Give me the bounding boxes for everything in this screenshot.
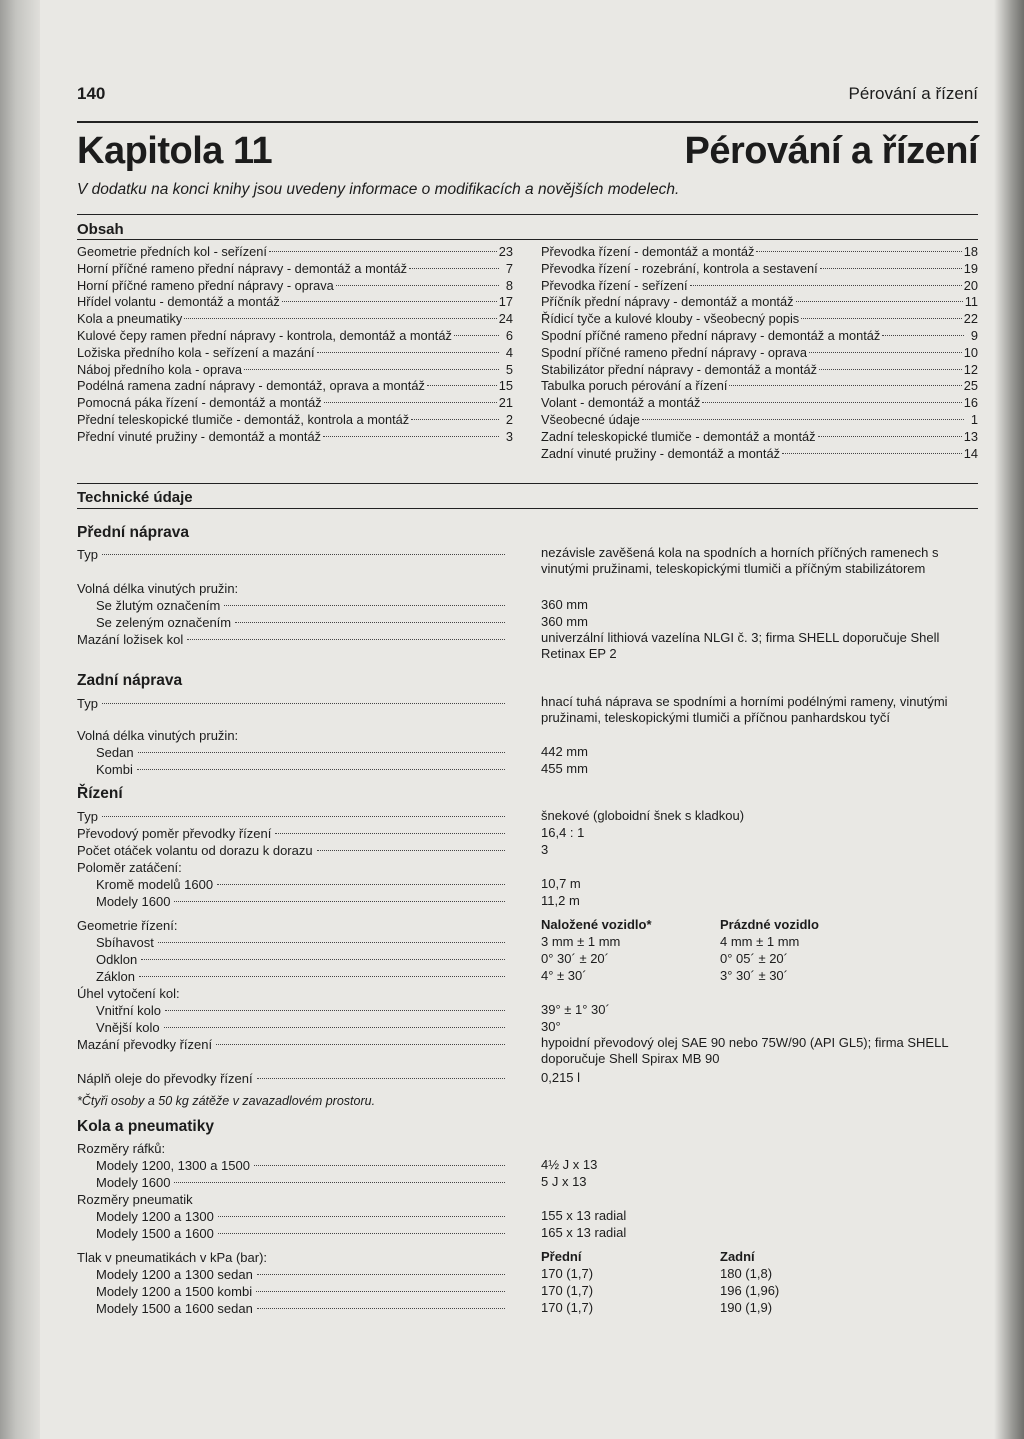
spec-value: hypoidní převodový olej SAE 90 nebo 75W/90 (API GL5); firma SHELL doporučuje Shell Spirax MB 90 [541,1035,949,1066]
contents-entry-page: 18 [963,244,978,259]
contents-entry-page: 16 [963,395,978,411]
spec-row [77,1141,507,1156]
contents-entry [77,261,513,278]
spec-value: 442 mm [541,744,588,759]
contents-entry-label: Náboj předního kola - oprava [77,361,243,377]
dot-leader [323,436,499,437]
contents-heading: Obsah [77,221,124,238]
spec-value: šnekové (globoidní šnek s kladkou) [541,808,745,823]
dot-leader [729,385,961,386]
spec-value: 0° 05´ ± 20´ [720,951,788,966]
spec-label: Převodový poměr převodky řízení [77,826,272,841]
contents-entry [541,395,978,412]
contents-entry [77,311,513,328]
contents-entry [77,328,513,345]
dot-leader [235,622,505,623]
contents-entry-page: 13 [963,428,978,444]
contents-entry [541,362,978,379]
contents-entry-page: 25 [963,378,978,394]
contents-entry-label: Kola a pneumatiky [77,311,183,327]
contents-entry-label: Všeobecné údaje [541,411,640,427]
spec-row [96,745,507,760]
spec-row [96,1003,507,1018]
spec-label: Počet otáček volantu od dorazu k dorazu [77,843,313,858]
contents-entry-page: 21 [498,395,513,411]
dot-leader [174,1182,505,1183]
dot-leader [218,1216,505,1217]
dot-leader [137,769,505,770]
dot-leader [217,884,505,885]
dot-leader [756,251,961,252]
contents-entry [77,244,513,261]
spec-row [96,762,507,777]
contents-entry-label: Převodka řízení - demontáž a montáž [541,244,755,259]
spec-label: Sedan [96,745,134,760]
spec-label: Volná délka vinutých pružin: [77,728,239,743]
spec-row [77,1250,507,1265]
spec-value: univerzální lithiová vazelína NLGI č. 3; firma SHELL doporučuje Shell Retinax EP 2 [541,630,940,661]
spec-value: 165 x 13 radial [541,1225,627,1240]
column-header-rear: Zadní [720,1249,755,1264]
footnote: *Čtyři osoby a 50 kg zátěže v zavazadlovém prostoru. [77,1094,376,1108]
contents-entry [541,311,978,328]
spec-label: Úhel vytočení kol: [77,986,180,1001]
spec-label: Rozměry pneumatik [77,1192,193,1207]
column-header-front: Přední [541,1249,582,1264]
spec-value: 11,2 m [541,893,580,908]
spec-value: 170 (1,7) [541,1283,594,1298]
spec-label: Typ [77,696,98,711]
dot-leader [269,251,497,252]
contents-entry-page: 15 [498,378,513,394]
spec-row [96,894,507,909]
dot-leader [275,833,505,834]
spec-row [77,696,507,711]
dot-leader [138,752,505,753]
contents-entry [541,328,978,345]
dot-leader [139,976,505,977]
contents-entry-label: Pomocná páka řízení - demontáž a montáž [77,395,322,411]
spec-label: Záklon [96,969,136,984]
dot-leader [427,385,497,386]
spec-value: 155 x 13 radial [541,1208,627,1223]
contents-entry-label: Spodní příčné rameno přední nápravy - oprava [541,344,808,360]
spec-value: 196 (1,96) [720,1283,780,1298]
dot-leader [809,352,962,353]
spec-value: 4 mm ± 1 mm [720,934,800,949]
dot-leader [141,959,505,960]
spec-label: Modely 1600 [96,894,171,909]
spec-row [96,1226,507,1241]
spec-label: Modely 1200 a 1500 kombi [96,1284,253,1299]
spec-label: Modely 1500 a 1600 [96,1226,214,1241]
specs-heading: Technické údaje [77,489,193,506]
contents-entry [541,378,978,395]
dot-leader [454,335,499,336]
spec-row [77,1192,507,1207]
dot-leader [819,369,962,370]
spec-label: Modely 1600 [96,1175,171,1190]
contents-top-rule [77,214,978,215]
contents-entry-label: Přední teleskopické tlumiče - demontáž, kontrola a montáž [77,411,410,427]
rear-axle-heading: Zadní náprava [77,672,183,689]
spec-label: Typ [77,547,98,562]
spec-label: Poloměr zatáčení: [77,860,182,875]
spec-label: Odklon [96,952,138,967]
spec-label: Modely 1200, 1300 a 1500 [96,1158,250,1173]
dot-leader [257,1078,505,1079]
contents-entry-label: Převodka řízení - rozebrání, kontrola a sestavení [541,260,818,276]
spec-label: Tlak v pneumatikách v kPa (bar): [77,1250,268,1265]
dot-leader [409,268,499,269]
chapter-note: V dodatku na konci knihy jsou uvedeny informace o modifikacích a novějších modelech. [77,181,680,198]
contents-entry-page: 23 [498,244,513,259]
spec-label: Kombi [96,762,133,777]
contents-entry-label: Volant - demontáž a montáž [541,395,701,411]
contents-entry-label: Hřídel volantu - demontáž a montáž [77,294,280,310]
spec-value: 0° 30´ ± 20´ [541,951,609,966]
spec-value: hnací tuhá náprava se spodními a horními podélnými rameny, vinutými pružinami, teleskopickými tlumiči a příčnou panhardskou tyčí [541,694,948,725]
contents-entry-page: 2 [505,411,513,427]
column-header-loaded: Naložené vozidlo* [541,917,652,932]
spec-label: Náplň oleje do převodky řízení [77,1071,253,1086]
contents-entry-label: Zadní teleskopické tlumiče - demontáž a montáž [541,428,816,444]
contents-entry-label: Řídicí tyče a kulové klouby - všeobecný popis [541,311,800,327]
spec-row [96,1284,507,1299]
spec-label: Sbíhavost [96,935,154,950]
contents-right-column [541,244,978,462]
spec-value: 180 (1,8) [720,1266,773,1281]
spec-row [96,877,507,892]
dot-leader [324,402,497,403]
spec-label: Se žlutým označením [96,598,221,613]
spec-value: 170 (1,7) [541,1266,594,1281]
spec-label: Kromě modelů 1600 [96,877,214,892]
spec-label: Modely 1200 a 1300 sedan [96,1267,253,1282]
spec-row [77,986,507,1001]
spec-value: 3 [541,842,549,857]
contents-entry-page: 5 [505,361,513,377]
contents-entry-page: 7 [505,260,513,276]
dot-leader [782,453,962,454]
contents-entry-label: Tabulka poruch pérování a řízení [541,378,728,394]
contents-entry [541,345,978,362]
dot-leader [224,605,505,606]
header-rule [77,121,978,123]
spec-label: Mazání převodky řízení [77,1037,213,1052]
spec-label: Se zeleným označením [96,615,232,630]
spec-label: Rozměry ráfků: [77,1141,166,1156]
spec-row [96,615,507,630]
dot-leader [184,318,496,319]
contents-entry-page: 24 [498,311,513,327]
spec-label: Volná délka vinutých pružin: [77,581,239,596]
contents-entry-page: 17 [498,294,513,310]
contents-entry [77,378,513,395]
dot-leader [818,436,962,437]
spec-value: 3° 30´ ± 30´ [720,968,788,983]
spec-row [77,918,507,933]
dot-leader [702,402,961,403]
dot-leader [216,1044,505,1045]
dot-leader [174,901,505,902]
spec-row [77,581,507,596]
spec-value: 360 mm [541,597,588,612]
spec-row [77,1071,507,1086]
contents-entry [541,429,978,446]
dot-leader [257,1308,505,1309]
contents-entry-page: 20 [963,277,978,293]
spec-value: 4½ J x 13 [541,1157,598,1172]
contents-entry-label: Spodní příčné rameno přední nápravy - demontáž a montáž [541,327,881,343]
dot-leader [254,1165,505,1166]
spec-label: Geometrie řízení: [77,918,178,933]
dot-leader [801,318,962,319]
contents-entry-label: Geometrie předních kol - seřízení [77,244,267,259]
contents-entry [77,278,513,295]
spec-row [96,1175,507,1190]
contents-entry [541,244,978,261]
contents-entry [77,395,513,412]
contents-entry-page: 14 [963,445,978,461]
spec-row [96,935,507,950]
spec-row [96,969,507,984]
dot-leader [336,285,499,286]
contents-entry-label: Převodka řízení - seřízení [541,277,688,293]
dot-leader [882,335,964,336]
contents-entry [77,429,513,446]
spec-label: Typ [77,809,98,824]
dot-leader [102,816,505,817]
contents-entry [541,294,978,311]
spec-row [77,547,507,562]
spec-row [96,1209,507,1224]
dot-leader [164,1027,505,1028]
dot-leader [165,1010,505,1011]
spec-row [77,632,507,647]
dot-leader [187,639,505,640]
dot-leader [218,1233,505,1234]
dot-leader [411,419,499,420]
column-header-empty: Prázdné vozidlo [720,917,819,932]
contents-entry-page: 19 [963,260,978,276]
dot-leader [102,554,505,555]
dot-leader [282,301,497,302]
contents-entry-label: Kulové čepy ramen přední nápravy - kontrola, demontáž a montáž [77,327,452,343]
dot-leader [690,285,962,286]
steering-heading: Řízení [77,785,123,802]
spec-value: 30° [541,1019,561,1034]
spec-value: 190 (1,9) [720,1300,773,1315]
spec-row [77,809,507,824]
spec-label: Mazání ložisek kol [77,632,184,647]
specs-heading-rule [77,508,978,509]
chapter-label: Kapitola 11 [77,130,273,172]
spec-value: 0,215 l [541,1070,581,1085]
dot-leader [256,1291,505,1292]
contents-entry-label: Horní příčné rameno přední nápravy - oprava [77,277,334,293]
contents-entry-page: 12 [963,361,978,377]
spec-value: 3 mm ± 1 mm [541,934,621,949]
contents-entry [541,412,978,429]
contents-entry-page: 1 [970,411,978,427]
spec-label: Vnější kolo [96,1020,160,1035]
spec-value: 360 mm [541,614,588,629]
contents-entry-page: 3 [505,428,513,444]
contents-entry-label: Stabilizátor přední nápravy - demontáž a montáž [541,361,817,377]
contents-entry-page: 9 [970,327,978,343]
contents-entry [77,362,513,379]
spec-row [77,1037,507,1052]
running-head: Pérování a řízení [848,84,978,103]
contents-entry-label: Zadní vinuté pružiny - demontáž a montáž [541,445,780,461]
contents-entry [77,345,513,362]
spec-value: 4° ± 30´ [541,968,587,983]
spec-value: 455 mm [541,761,588,776]
contents-entry [541,278,978,295]
chapter-title: Pérování a řízení [684,130,978,172]
dot-leader [257,1274,505,1275]
spec-label: Modely 1500 a 1600 sedan [96,1301,253,1316]
dot-leader [244,369,499,370]
contents-entry [541,446,978,463]
contents-entry-label: Horní příčné rameno přední nápravy - demontáž a montáž [77,260,408,276]
dot-leader [796,301,963,302]
contents-left-column [77,244,513,446]
spec-value: 16,4 : 1 [541,825,585,840]
spec-value: 5 J x 13 [541,1174,587,1189]
wheels-heading: Kola a pneumatiky [77,1118,214,1135]
contents-entry-page: 22 [963,311,978,327]
contents-entry-page: 10 [963,344,978,360]
spec-value: 39° ± 1° 30´ [541,1002,610,1017]
contents-entry-label: Podélná ramena zadní nápravy - demontáž, oprava a montáž [77,378,425,394]
spec-label: Vnitřní kolo [96,1003,162,1018]
contents-entry-label: Přední vinuté pružiny - demontáž a montáž [77,428,321,444]
dot-leader [158,942,505,943]
contents-entry-page: 8 [505,277,513,293]
contents-entry-page: 4 [505,344,513,360]
dot-leader [820,268,962,269]
spec-row [77,728,507,743]
page-number: 140 [77,84,106,103]
dot-leader [102,703,505,704]
spec-row [96,1301,507,1316]
spec-label: Modely 1200 a 1300 [96,1209,214,1224]
contents-entry-label: Ložiska předního kola - seřízení a mazání [77,344,315,360]
spec-value: 170 (1,7) [541,1300,594,1315]
spec-row [96,1020,507,1035]
dot-leader [317,850,505,851]
spec-row [96,598,507,613]
contents-entry [77,294,513,311]
spec-row [77,843,507,858]
contents-entry-label: Příčník přední nápravy - demontáž a montáž [541,294,794,310]
spec-row [96,1267,507,1282]
dot-leader [317,352,499,353]
contents-entry-page: 6 [505,327,513,343]
spec-value: nezávisle zavěšená kola na spodních a horních příčných ramenech s vinutými pružinami, teleskopickými tlumiči a příčným stabilizátorem [541,545,939,576]
front-axle-heading: Přední náprava [77,524,189,541]
contents-entry [77,412,513,429]
contents-entry-page: 11 [964,294,978,310]
spec-row [96,952,507,967]
contents-entry [541,261,978,278]
spec-row [77,860,507,875]
dot-leader [642,419,964,420]
spec-value: 10,7 m [541,876,581,891]
specs-top-rule [77,483,978,484]
spec-row [96,1158,507,1173]
contents-heading-rule [77,239,978,240]
spec-row [77,826,507,841]
